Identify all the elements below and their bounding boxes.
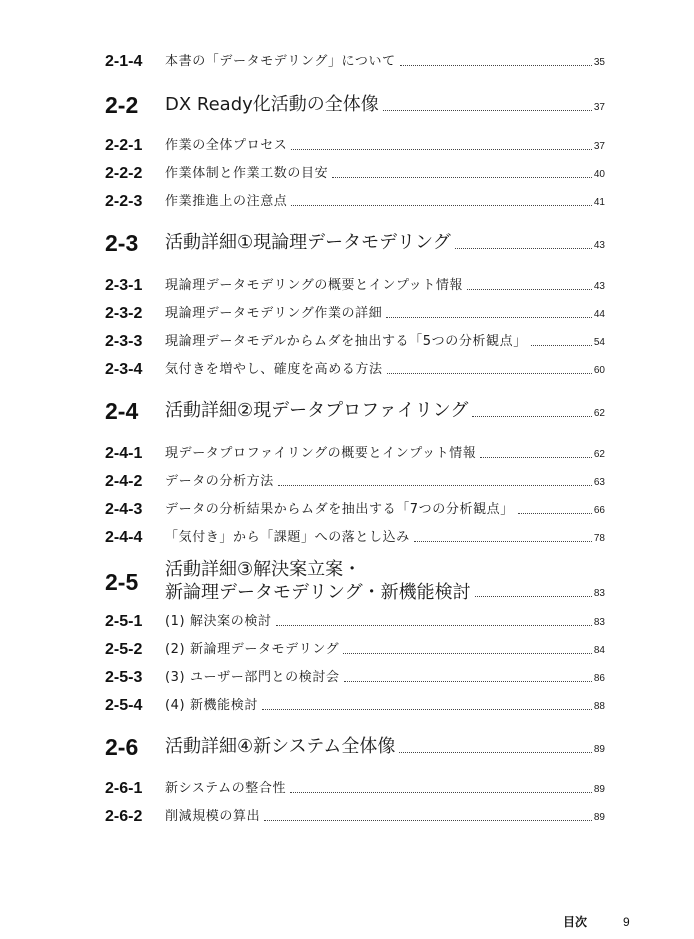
entry-page: 89 xyxy=(593,784,605,795)
section-title: DX Ready化活動の全体像 xyxy=(165,94,379,115)
section-page: 89 xyxy=(593,744,605,755)
entry-number: 2-2-2 xyxy=(105,165,143,182)
dot-leader xyxy=(278,484,592,486)
entry-title: 「気付き」から「課題」への落とし込み xyxy=(165,530,410,545)
dot-leader xyxy=(344,680,592,682)
toc-entry-2-3-3[interactable] xyxy=(105,332,605,352)
section-number: 2-2 xyxy=(105,92,139,118)
entry-number: 2-3-2 xyxy=(105,305,143,322)
dot-leader xyxy=(387,372,592,374)
entry-page: 35 xyxy=(593,57,605,68)
entry-page: 78 xyxy=(593,533,605,544)
entry-title: 作業の全体プロセス xyxy=(165,138,288,153)
entry-title: データの分析方法 xyxy=(165,474,274,489)
entry-title: 作業体制と作業工数の目安 xyxy=(165,166,329,181)
entry-title: 本書の「データモデリング」について xyxy=(165,54,396,69)
dot-leader xyxy=(332,176,592,178)
entry-number: 2-5-1 xyxy=(105,613,143,630)
dot-leader xyxy=(531,344,592,346)
entry-page: 43 xyxy=(593,281,605,292)
section-title: 活動詳細①現論理データモデリング xyxy=(165,232,451,253)
entry-page: 86 xyxy=(593,673,605,684)
entry-page: 37 xyxy=(593,141,605,152)
dot-leader xyxy=(264,819,592,821)
entry-title: (4) 新機能検討 xyxy=(165,698,258,713)
dot-leader xyxy=(455,247,592,249)
section-number: 2-5 xyxy=(105,569,139,595)
entry-number: 2-3-1 xyxy=(105,277,143,294)
toc-entry-2-5-1[interactable] xyxy=(105,612,605,632)
dot-leader xyxy=(386,316,592,318)
dot-leader xyxy=(291,148,591,150)
toc-entry-2-2-1[interactable] xyxy=(105,136,605,156)
entry-number: 2-3-4 xyxy=(105,361,143,378)
entry-title: 削減規模の算出 xyxy=(165,809,261,824)
toc-section-2-5[interactable] xyxy=(105,558,605,606)
toc-entry-2-6-2[interactable] xyxy=(105,807,605,827)
entry-title: (1) 解決案の検討 xyxy=(165,614,272,629)
toc-entry-2-2-3[interactable] xyxy=(105,192,605,212)
entry-title: 新システムの整合性 xyxy=(165,781,287,796)
section-title-block xyxy=(165,559,605,605)
dot-leader xyxy=(400,64,592,66)
toc-entry-2-6-1[interactable] xyxy=(105,779,605,799)
entry-number: 2-6-1 xyxy=(105,780,143,797)
toc-entry-2-5-3[interactable] xyxy=(105,668,605,688)
entry-title: 気付きを増やし、確度を高める方法 xyxy=(165,362,383,377)
entry-number: 2-2-3 xyxy=(105,193,143,210)
page-footer xyxy=(563,913,630,930)
footer-page-number: 9 xyxy=(623,914,630,929)
entry-page: 83 xyxy=(593,617,605,628)
toc-entry-2-4-1[interactable] xyxy=(105,444,605,464)
section-number: 2-4 xyxy=(105,398,139,424)
toc-section-2-6[interactable] xyxy=(105,733,605,761)
toc-entry-2-3-1[interactable] xyxy=(105,276,605,296)
dot-leader xyxy=(276,624,592,626)
section-page: 43 xyxy=(593,240,605,251)
section-page: 37 xyxy=(593,102,605,113)
dot-leader xyxy=(399,751,592,753)
entry-number: 2-3-3 xyxy=(105,333,143,350)
dot-leader xyxy=(291,204,591,206)
section-title-line1: 活動詳細③解決案立案・ xyxy=(165,559,362,580)
dot-leader xyxy=(472,415,591,417)
toc-entry-2-1-4[interactable] xyxy=(105,52,605,72)
dot-leader xyxy=(290,791,592,793)
entry-number: 2-4-2 xyxy=(105,473,143,490)
entry-title: 現論理データモデリング作業の詳細 xyxy=(165,306,383,321)
dot-leader xyxy=(414,540,592,542)
entry-number: 2-6-2 xyxy=(105,808,143,825)
entry-title: 現データプロファイリングの概要とインプット情報 xyxy=(165,446,477,461)
toc-entry-2-5-2[interactable] xyxy=(105,640,605,660)
entry-title: 現論理データモデリングの概要とインプット情報 xyxy=(165,278,464,293)
dot-leader xyxy=(467,288,592,290)
dot-leader xyxy=(383,109,592,111)
entry-number: 2-5-2 xyxy=(105,641,143,658)
dot-leader xyxy=(475,595,592,597)
toc-entry-2-2-2[interactable] xyxy=(105,164,605,184)
section-number: 2-6 xyxy=(105,734,139,760)
footer-label: 目次 xyxy=(563,915,588,929)
entry-title: (3) ユーザー部門との検討会 xyxy=(165,670,340,685)
toc-entry-2-4-4[interactable] xyxy=(105,528,605,548)
entry-number: 2-1-4 xyxy=(105,53,143,70)
toc-section-2-4[interactable] xyxy=(105,397,605,425)
dot-leader xyxy=(343,652,592,654)
dot-leader xyxy=(518,512,592,514)
section-title-line2-row xyxy=(165,581,605,605)
section-page: 83 xyxy=(593,588,605,599)
entry-title: 作業推進上の注意点 xyxy=(165,194,288,209)
section-title-line2: 新論理データモデリング・新機能検討 xyxy=(165,582,471,603)
entry-number: 2-4-1 xyxy=(105,445,143,462)
entry-number: 2-5-3 xyxy=(105,669,143,686)
toc-section-2-2[interactable] xyxy=(105,91,605,119)
toc-section-2-3[interactable] xyxy=(105,229,605,257)
entry-title: (2) 新論理データモデリング xyxy=(165,642,340,657)
entry-page: 40 xyxy=(593,169,605,180)
entry-number: 2-2-1 xyxy=(105,137,143,154)
dot-leader xyxy=(262,708,592,710)
toc-entry-2-5-4[interactable] xyxy=(105,696,605,716)
entry-page: 54 xyxy=(593,337,605,348)
entry-page: 66 xyxy=(593,505,605,516)
entry-page: 60 xyxy=(593,365,605,376)
section-title: 活動詳細②現データプロファイリング xyxy=(165,400,469,421)
toc-entry-2-3-2[interactable] xyxy=(105,304,605,324)
entry-page: 62 xyxy=(593,449,605,460)
entry-page: 63 xyxy=(593,477,605,488)
section-title: 活動詳細④新システム全体像 xyxy=(165,736,396,757)
dot-leader xyxy=(480,456,592,458)
entry-number: 2-4-3 xyxy=(105,501,143,518)
section-number: 2-3 xyxy=(105,230,139,256)
entry-page: 88 xyxy=(593,701,605,712)
section-page: 62 xyxy=(593,408,605,419)
entry-title: データの分析結果からムダを抽出する「7つの分析観点」 xyxy=(165,502,514,517)
entry-page: 84 xyxy=(593,645,605,656)
entry-number: 2-4-4 xyxy=(105,529,143,546)
entry-number: 2-5-4 xyxy=(105,697,143,714)
entry-page: 44 xyxy=(593,309,605,320)
entry-title: 現論理データモデルからムダを抽出する「5つの分析観点」 xyxy=(165,334,527,349)
toc-entry-2-4-3[interactable] xyxy=(105,500,605,520)
entry-page: 41 xyxy=(593,197,605,208)
entry-page: 89 xyxy=(593,812,605,823)
toc-entry-2-4-2[interactable] xyxy=(105,472,605,492)
toc-entry-2-3-4[interactable] xyxy=(105,360,605,380)
